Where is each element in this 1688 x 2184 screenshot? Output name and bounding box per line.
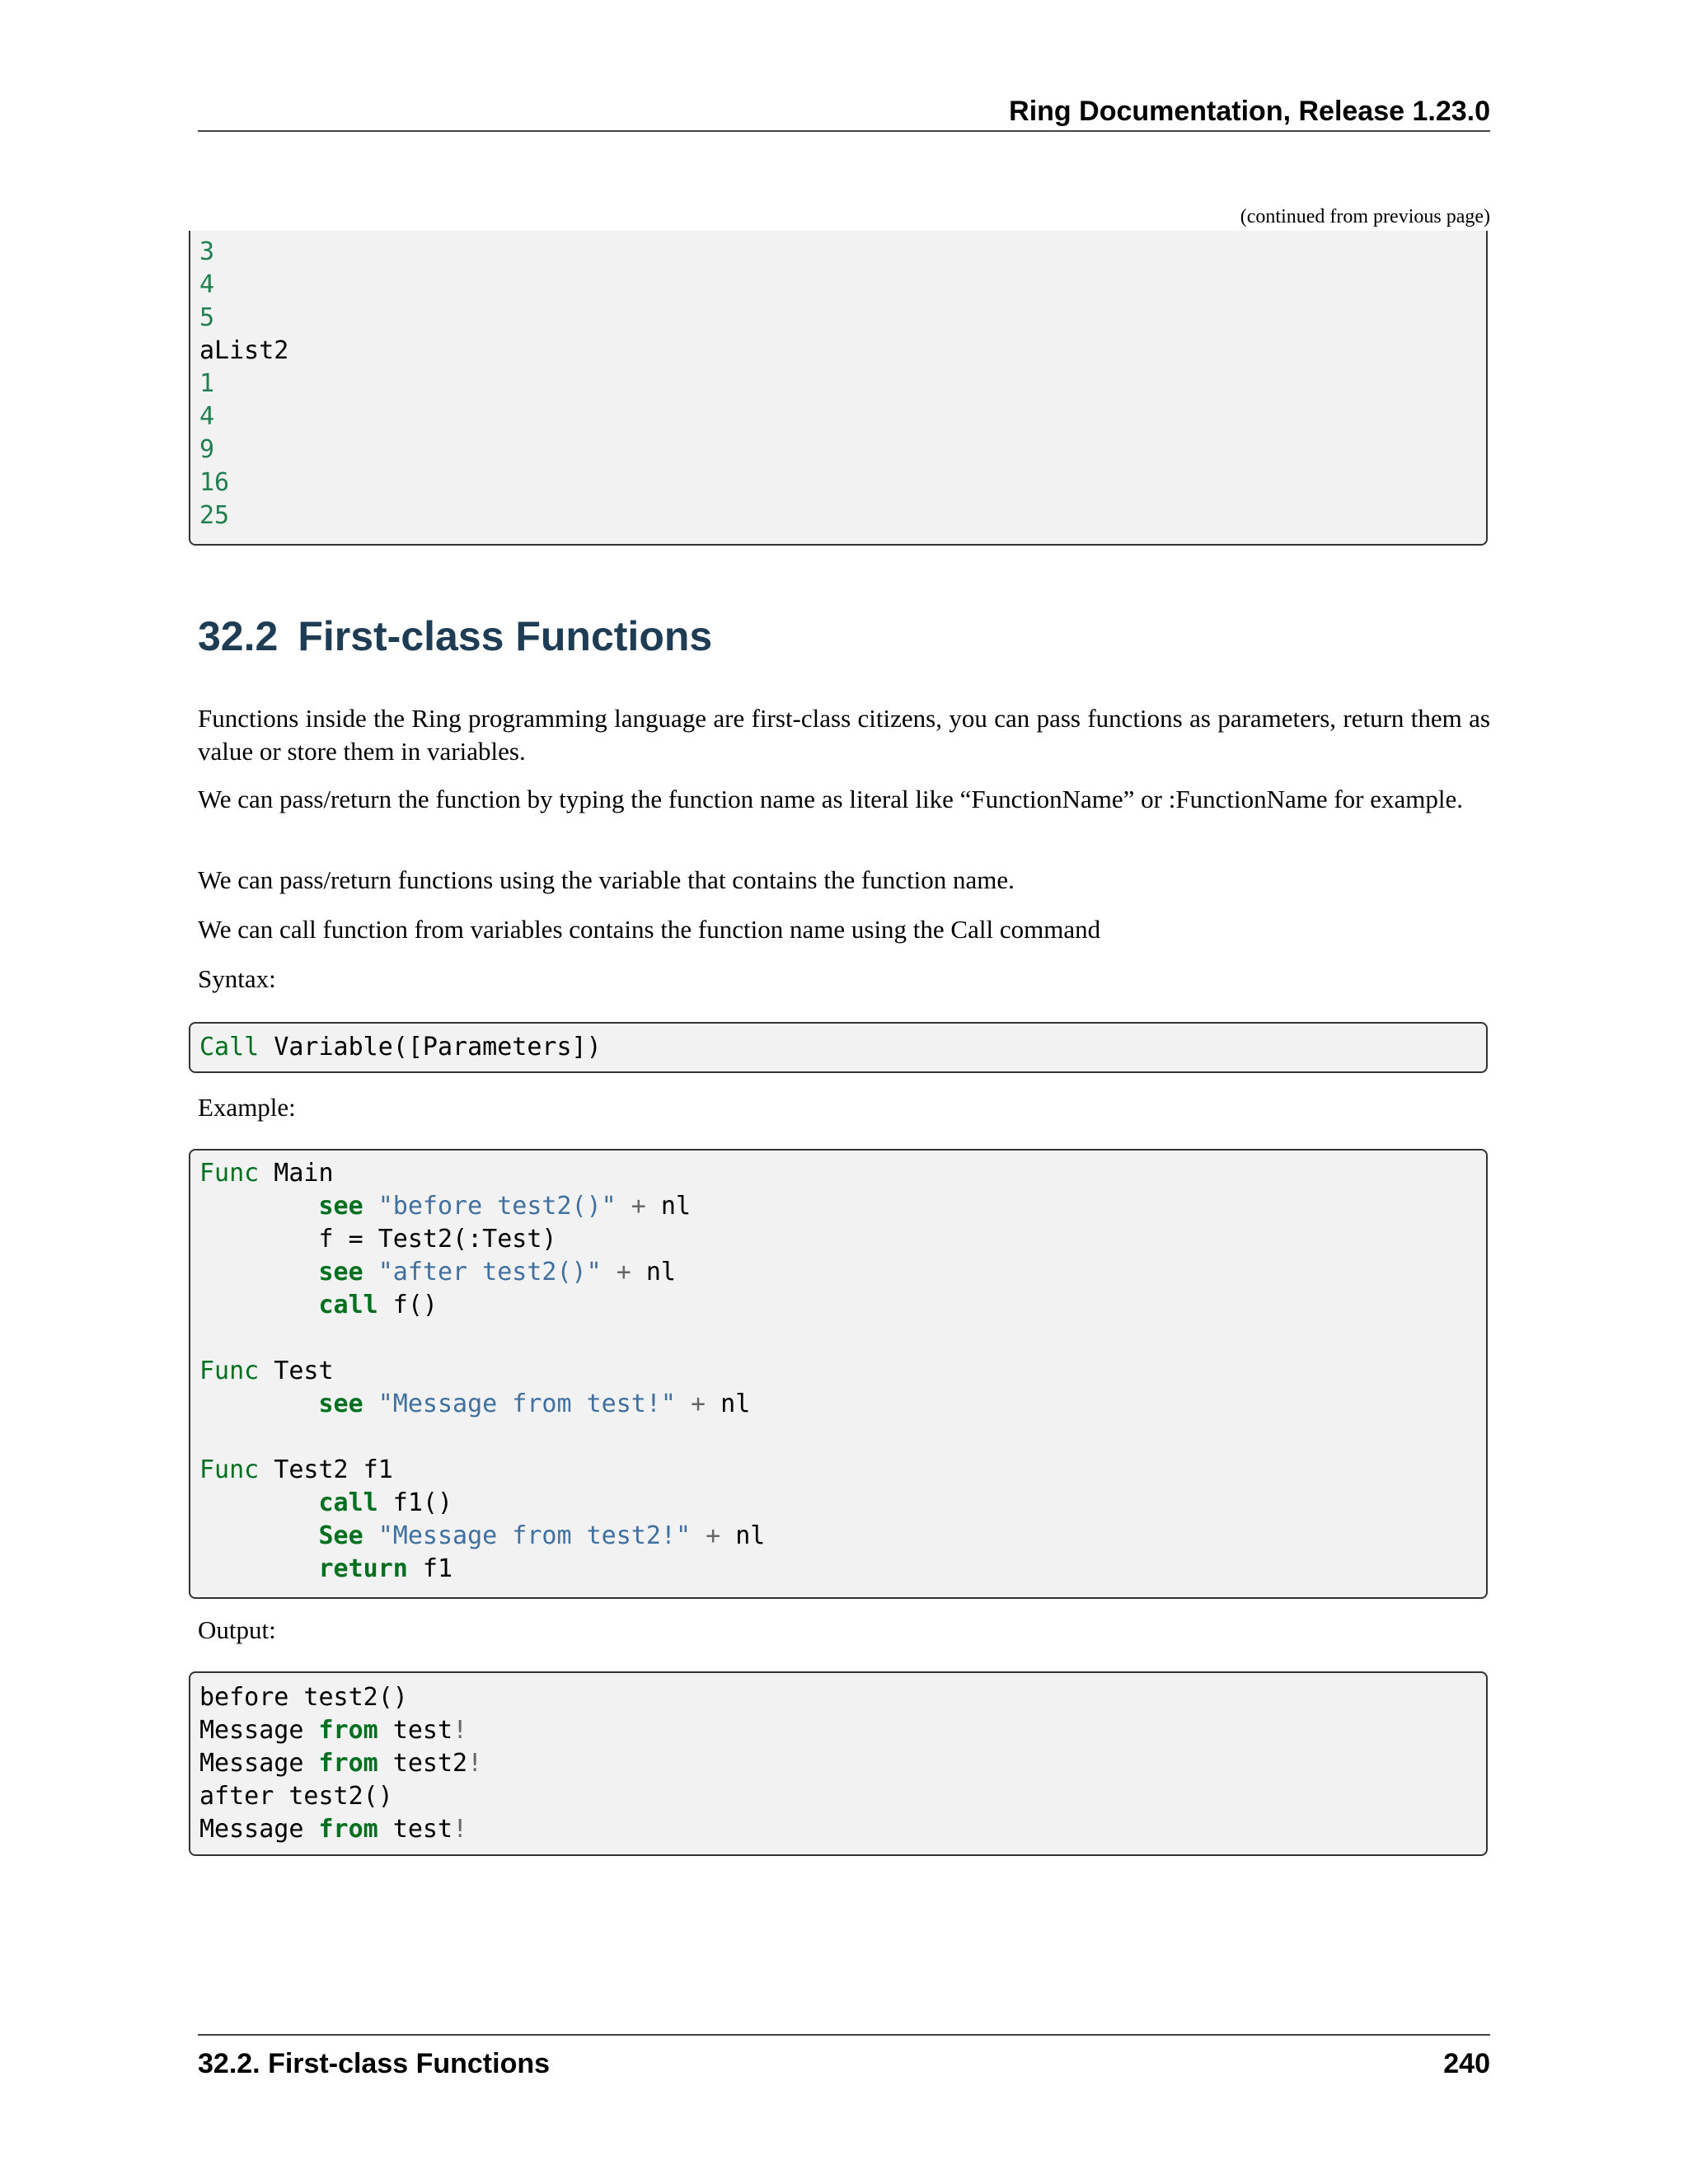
code-keyword: See — [318, 1521, 363, 1550]
code-line: 25 — [199, 501, 230, 530]
code-line — [199, 1388, 1477, 1421]
code-operator: + — [631, 1192, 646, 1221]
section-heading — [198, 612, 712, 661]
code-line: before test2() — [199, 1683, 408, 1712]
code-text: Message — [199, 1716, 319, 1745]
code-block-syntax — [189, 1022, 1488, 1073]
code-string: "before test2()" — [377, 1192, 617, 1221]
code-string: "after test2()" — [377, 1258, 602, 1286]
code-keyword: from — [318, 1749, 378, 1778]
code-line: 5 — [199, 303, 215, 332]
code-line — [199, 1813, 1477, 1846]
code-line: 3 — [199, 237, 215, 266]
page-header — [198, 92, 1490, 132]
code-line: f = Test2(:Test) — [199, 1225, 557, 1254]
code-line — [199, 1520, 1477, 1553]
code-block-example — [189, 1149, 1488, 1599]
paragraph-call-command: We can call function from variables contains the function name using the Call command — [198, 915, 1101, 944]
section-number: 32.2 — [198, 613, 279, 659]
code-text: nl — [706, 1390, 751, 1418]
code-keyword: see — [318, 1192, 363, 1221]
code-line: after test2() — [199, 1782, 393, 1811]
page-footer — [198, 2034, 1490, 2082]
code-keyword: call — [318, 1488, 378, 1517]
code-text: Test2 f1 — [259, 1455, 393, 1484]
paragraph-intro: Functions inside the Ring programming language are first-class citizens, you can pass functions as parameters, return them as value or store them in variables. — [198, 704, 1490, 766]
paragraph-pass-return: We can pass/return the function by typing the function name as literal like “FunctionName” or :FunctionName for example. — [198, 785, 1463, 813]
code-keyword: see — [318, 1390, 363, 1418]
code-operator: ! — [452, 1815, 468, 1844]
code-line — [199, 1355, 1477, 1388]
output-label: Output: — [198, 1615, 276, 1644]
code-line: 16 — [199, 468, 230, 497]
code-line: 4 — [199, 402, 215, 431]
code-operator: ! — [467, 1749, 483, 1778]
code-line — [199, 1454, 1477, 1487]
code-text: test — [377, 1815, 453, 1844]
paragraph-variable: We can pass/return functions using the variable that contains the function name. — [198, 865, 1015, 894]
code-text: f() — [377, 1291, 438, 1319]
code-text: f1 — [407, 1554, 453, 1583]
code-keyword: from — [318, 1716, 378, 1745]
code-line-blank — [199, 1421, 1477, 1454]
code-keyword: Func — [199, 1159, 260, 1188]
code-line — [199, 1157, 1477, 1190]
continued-note: (continued from previous page) — [1240, 206, 1490, 227]
code-operator: ! — [452, 1716, 468, 1745]
code-text: nl — [645, 1192, 692, 1221]
code-line — [199, 1031, 1477, 1064]
code-text: test — [377, 1716, 453, 1745]
code-line — [199, 1256, 1477, 1289]
code-line: aList2 — [199, 336, 289, 365]
code-text: nl — [631, 1258, 676, 1286]
syntax-label: Syntax: — [198, 964, 276, 993]
code-line: 1 — [199, 369, 215, 398]
code-line — [199, 1487, 1477, 1520]
code-block-continued — [189, 231, 1488, 546]
code-operator: + — [616, 1258, 631, 1286]
section-title: First-class Functions — [298, 613, 713, 659]
code-text: Message — [199, 1815, 319, 1844]
code-text: Variable([Parameters]) — [259, 1033, 602, 1062]
example-label: Example: — [198, 1093, 296, 1122]
code-line — [199, 1289, 1477, 1322]
code-text: Test — [259, 1357, 334, 1385]
code-block-output — [189, 1671, 1488, 1856]
code-text: nl — [720, 1521, 766, 1550]
code-keyword: Func — [199, 1357, 260, 1385]
code-keyword: from — [318, 1815, 378, 1844]
code-keyword: see — [318, 1258, 363, 1286]
code-line — [199, 1747, 1477, 1780]
code-keyword: Call — [199, 1033, 260, 1062]
footer-section: 32.2. First-class Functions — [198, 2048, 551, 2079]
document-page — [198, 0, 1490, 2184]
code-text: Message — [199, 1749, 319, 1778]
code-text: test2 — [377, 1749, 468, 1778]
code-string: "Message from test!" — [377, 1390, 676, 1418]
code-keyword: call — [318, 1291, 378, 1319]
code-string: "Message from test2!" — [377, 1521, 692, 1550]
code-text: f1() — [377, 1488, 453, 1517]
header-title: Ring Documentation, Release 1.23.0 — [1009, 96, 1490, 127]
page-number: 240 — [1443, 2048, 1490, 2079]
code-keyword: return — [318, 1554, 408, 1583]
code-keyword: Func — [199, 1455, 260, 1484]
code-line: 4 — [199, 270, 215, 299]
code-operator: + — [706, 1521, 721, 1550]
code-line — [199, 1553, 1477, 1586]
code-line — [199, 1714, 1477, 1747]
code-operator: + — [691, 1390, 706, 1418]
code-line-blank — [199, 1322, 1477, 1355]
code-line — [199, 1190, 1477, 1223]
code-text: Main — [259, 1159, 334, 1188]
code-line: 9 — [199, 435, 215, 464]
